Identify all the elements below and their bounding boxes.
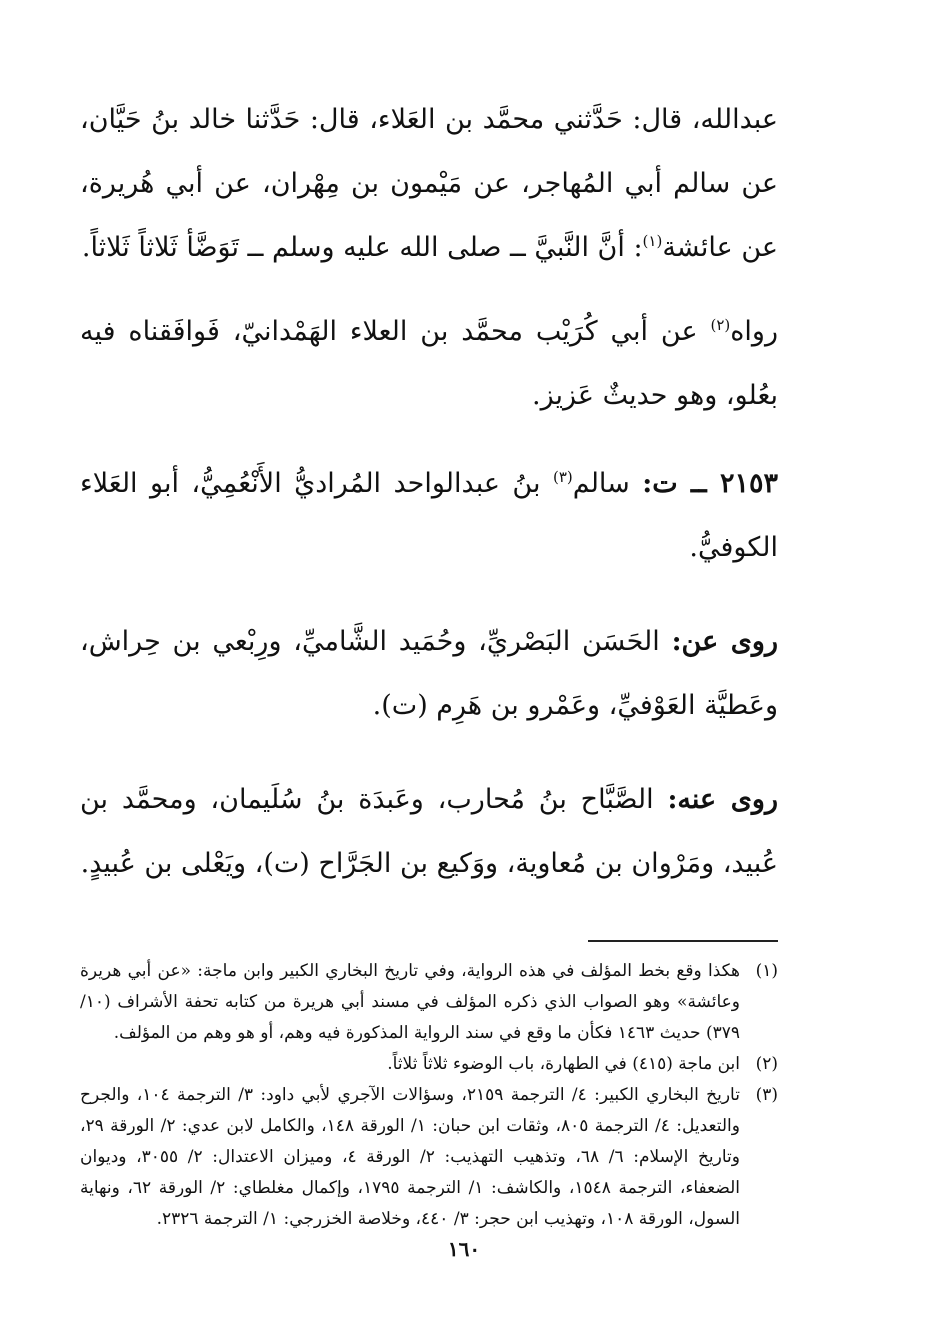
document-page xyxy=(80,88,778,1304)
footnote-text: هكذا وقع بخط المؤلف في هذه الرواية، وفي تاريخ البخاري الكبير وابن ماجة: «عن أبي هريرة وعائشة» وهو الصواب الذي ذكره المؤلف في مسند أبي هريرة من كتابه تحفة الأشراف (١٠/ ٣٧٩) حديث ١٤٦٣ فكأن ما وقع في سند الرواية المذكورة فيه وهم، أو هو وهم من المؤلف. xyxy=(80,961,740,1043)
paragraph-entry-heading xyxy=(80,452,778,580)
footnote-ref-3: (٣) xyxy=(552,468,573,486)
narration-start: رواه xyxy=(730,316,778,347)
paragraph-hadith xyxy=(80,88,778,280)
paragraph-narrated-from xyxy=(80,610,778,738)
footnote-number: (١) xyxy=(755,961,778,981)
main-text xyxy=(80,88,778,896)
entry-name-start: سالم xyxy=(572,468,643,499)
footnote-3 xyxy=(80,1080,778,1235)
hadith-text: عبدالله، قال: حَدَّثني محمَّد بن العَلاء، قال: حَدَّثنا خالد بنُ حَيَّان، عن سالم أبي المُهاجر، عن مَيْمون بن مِهْران، عن أبي هُريرة، عن عائشة xyxy=(80,104,778,263)
footnote-number: (٣) xyxy=(755,1085,778,1105)
narration-end: عن أبي كُرَيْب محمَّد بن العلاء الهَمْدانيّ، فَوافَقناه فيه بعُلو، وهو حديثٌ عَزيز. xyxy=(80,316,778,411)
paragraph-narration xyxy=(80,300,778,428)
narrated-from-label: روى عن: xyxy=(671,626,778,657)
hadith-text-end: : أنَّ النَّبيَّ ــ صلى الله عليه وسلم ــ تَوَضَّأ ثَلاثاً ثَلاثاً. xyxy=(81,232,643,263)
narrated-by-label: روى عنه: xyxy=(667,784,779,815)
footnote-1 xyxy=(80,956,778,1049)
footnote-divider xyxy=(588,940,778,942)
footnote-2 xyxy=(80,1049,778,1080)
entry-name-end: بنُ عبدالواحد المُراديُّ الأَنْعُمِيُّ، أبو العَلاء الكوفيُّ. xyxy=(80,468,778,563)
narrated-from-text: الحَسَن البَصْريِّ، وحُمَيد الشَّاميِّ، ورِبْعي بن حِراش، وعَطيَّة العَوْفيِّ، وعَمْرو بن هَرِم (ت). xyxy=(80,626,778,721)
footnote-ref-1: (١) xyxy=(642,232,663,250)
narrated-by-text: الصَّبَّاح بنُ مُحارب، وعَبدَة بنُ سُلَيمان، ومحمَّد بن عُبيد، ومَرْوان بن مُعاوية، ووَكيع بن الجَرَّاح (ت)، ويَعْلى بن عُبيدٍ. xyxy=(80,784,778,879)
footnote-number: (٢) xyxy=(755,1054,778,1074)
page-number: ١٦٠ xyxy=(447,1237,481,1261)
footnotes xyxy=(80,956,778,1235)
footnote-text: تاريخ البخاري الكبير: ٤/ الترجمة ٢١٥٩، وسؤالات الآجري لأبي داود: ٣/ الترجمة ١٠٤، والجرح والتعديل: ٤/ الترجمة ٨٠٥، وثقات ابن حبان: ١/ الورقة ١٤٨، والكامل لابن عدي: ٢/ الورقة ٢٩، وتاريخ الإسلام: ٦/ ٦٨، وتذهيب التهذيب: ٢/ الورقة ٤، وميزان الاعتدال: ٢/ ٣٠٥٥، وديوان الضعفاء، الترجمة ١٥٤٨، والكاشف: ١/ الترجمة ١٧٩٥، وإكمال مغلطاي: ٢/ الورقة ٦٢، ونهاية السول، الورقة ١٠٨، وتهذيب ابن حجر: ٣/ ٤٤٠، وخلاصة الخزرجي: ١/ الترجمة ٢٣٢٦. xyxy=(80,1085,741,1229)
footnote-text: ابن ماجة (٤١٥) في الطهارة، باب الوضوء ثلاثاً ثلاثاً. xyxy=(387,1054,740,1074)
entry-number: ٢١٥٣ ــ ت: xyxy=(642,468,778,499)
footnote-ref-2: (٢) xyxy=(710,316,731,334)
paragraph-narrated-by xyxy=(80,768,778,896)
